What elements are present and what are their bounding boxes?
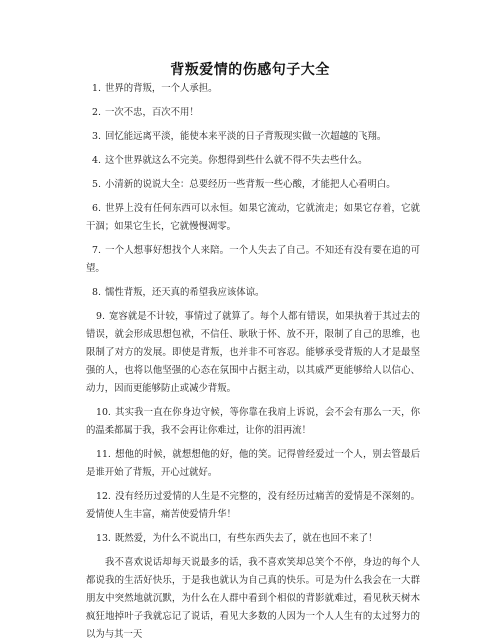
item-number: 11.: [96, 449, 111, 460]
list-item: [86, 128, 420, 146]
item-text: 世界的背叛，一个人承担。: [104, 83, 218, 94]
item-number: 8.: [92, 287, 101, 298]
item-number: 1.: [92, 83, 101, 94]
list-item: [86, 404, 420, 440]
page-title: 背叛爱情的伤感句子大全: [170, 62, 330, 78]
list-item: [86, 242, 420, 278]
item-number: 10.: [96, 407, 111, 418]
item-number: 6.: [92, 203, 101, 214]
item-number: 5.: [92, 179, 101, 190]
item-text: 这个世界就这么不完美。你想得到些什么就不得不失去些什么。: [104, 155, 368, 166]
item-number: 9.: [96, 311, 105, 322]
item-text: 宽容就是不计较，事情过了就算了。每个人都有错误，如果执着于其过去的错误，就会形成思想包袱，不信任、耿耿于怀、放不开，限制了自己的思维，也限制了对方的发展。即使是背叛，也并非不可容忍。能够承受背叛的人才是最坚强的人，也将以他坚强的心态在氛围中占据主动，以其威严更能够给人以信心、动力，因而更能够防止或减少背叛。: [86, 311, 420, 394]
list-item: [86, 104, 420, 122]
list-item: [86, 284, 420, 302]
item-number: 2.: [92, 107, 101, 118]
item-text: 想他的时候，就想想他的好，他的笑。记得曾经爱过一个人，别去管最后是谁开始了背叛，开心过就好。: [86, 449, 420, 478]
item-number: 4.: [92, 155, 101, 166]
item-text: 一个人想事好想找个人来陪。一个人失去了自己。不知还有没有要在追的可望。: [86, 245, 420, 274]
item-text: 回忆能远离平淡，能使本来平淡的日子背叛现实做一次超越的飞翔。: [104, 131, 387, 142]
item-number: 3.: [92, 131, 101, 142]
list-item: [86, 176, 420, 194]
item-text: 其实我一直在你身边守候，等你靠在我肩上诉说，会不会有那么一天，你的温柔都属于我，我不会再让你难过，让你的泪再流！: [86, 407, 420, 436]
list-item: [86, 488, 420, 524]
item-number: 7.: [92, 245, 101, 256]
item-number: 13.: [96, 533, 111, 544]
item-text: 懦性背叛，还天真的希望我应该体谅。: [104, 287, 265, 298]
list-item: [86, 200, 420, 236]
item-text: 既然爱，为什么不说出口，有些东西失去了，就在也回不来了！: [114, 533, 378, 544]
list-item: [86, 152, 420, 170]
list-item: [86, 530, 420, 548]
item-text: 世界上没有任何东西可以永恒。如果它流动，它就流走；如果它存着，它就干涸；如果它生长，它就慢慢凋零。: [86, 203, 420, 232]
item-text: 一次不忠，百次不用！: [104, 107, 199, 118]
list-item: [86, 308, 420, 398]
list-item: [86, 446, 420, 482]
item-text: 小清新的说说大全：总要经历一些背叛一些心酸，才能把人心看明白。: [104, 179, 396, 190]
item-number: 12.: [96, 491, 111, 502]
list-item: [86, 80, 420, 98]
item-text: 没有经历过爱情的人生是不完整的，没有经历过痛苦的爱情是不深刻的。爱情使人生丰富，痛苦使爱情升华！: [86, 491, 420, 520]
closing-paragraph: 我不喜欢说话却每天说最多的话，我不喜欢笑却总笑个不停，身边的每个人都说我的生活好快乐，于是我也就认为自己真的快乐。可是为什么我会在一大群朋友中突然地就沉默，为什么在人群中看到个相似的背影就难过，看见秋天树木疯狂地掉叶子我就忘记了说话，看见大多数的人因为一个人人生有的太过努力的以为与其一天: [86, 557, 420, 640]
sentence-list: [86, 80, 420, 644]
